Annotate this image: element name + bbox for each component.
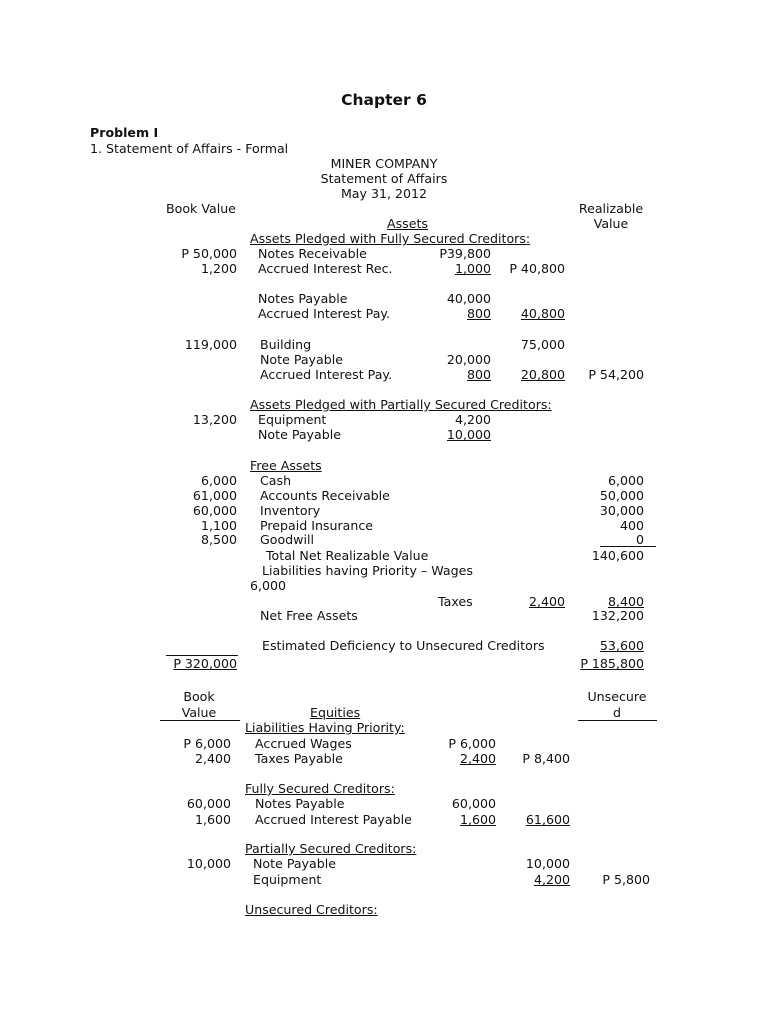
prepaid-book: 1,100 bbox=[200, 518, 237, 533]
accr-int-pay-amt: 800 bbox=[466, 306, 491, 321]
realizable-header-value: Value bbox=[593, 216, 629, 231]
notes-rec-book: P 50,000 bbox=[181, 246, 237, 261]
accr-wages-amt: P 6,000 bbox=[448, 736, 496, 751]
total-nrv-real: 140,600 bbox=[591, 548, 644, 563]
liab-priority-label: Liabilities having Priority – Wages bbox=[262, 563, 473, 578]
equipment-amt: 4,200 bbox=[454, 412, 491, 427]
cash-label: Cash bbox=[260, 473, 292, 488]
eq-unsecured-header-d: d bbox=[613, 705, 621, 720]
ps-note-book: 10,000 bbox=[186, 856, 231, 871]
bldg-accr-int-total: 20,800 bbox=[520, 367, 565, 382]
building-book: 119,000 bbox=[184, 337, 237, 352]
problem-label: Problem I bbox=[90, 125, 159, 140]
accr-int-rec-amt: 1,000 bbox=[454, 261, 491, 276]
equip-note-pay-label: Note Payable bbox=[258, 427, 341, 442]
eq-notes-pay-amt: 60,000 bbox=[451, 796, 496, 811]
eq-accr-int-label: Accrued Interest Payable bbox=[255, 812, 412, 827]
ar-real: 50,000 bbox=[599, 488, 644, 503]
inv-label: Inventory bbox=[260, 503, 321, 518]
equip-note-pay-amt: 10,000 bbox=[446, 427, 491, 442]
accr-int-pay-label: Accrued Interest Pay. bbox=[258, 306, 391, 321]
taxes-total: 8,400 bbox=[607, 594, 644, 609]
realizable-header: Realizable bbox=[578, 201, 644, 216]
eq-unsecured-header: Unsecure bbox=[587, 689, 647, 704]
building-label: Building bbox=[260, 337, 312, 352]
total-nrv-label: Total Net Realizable Value bbox=[266, 548, 429, 563]
total-book: P 320,000 bbox=[173, 656, 237, 671]
ps-note-total: 10,000 bbox=[525, 856, 570, 871]
net-free-real: 132,200 bbox=[591, 608, 644, 623]
bldg-note-pay-amt: 20,000 bbox=[446, 352, 491, 367]
eq-accr-int-total: 61,600 bbox=[525, 812, 570, 827]
inv-book: 60,000 bbox=[192, 503, 237, 518]
liab-priority-wages: 6,000 bbox=[250, 578, 287, 593]
priority-liab-title: Liabilities Having Priority: bbox=[245, 720, 405, 735]
book-value-header: Book Value bbox=[166, 201, 236, 216]
goodwill-label: Goodwill bbox=[260, 532, 314, 547]
taxes-amt: 2,400 bbox=[528, 594, 565, 609]
bldg-note-pay-label: Note Payable bbox=[260, 352, 343, 367]
eq-unsecured-header-rule bbox=[578, 720, 657, 721]
est-deficiency-label: Estimated Deficiency to Unsecured Creditors bbox=[262, 638, 545, 653]
ps-equip-total: 4,200 bbox=[533, 872, 570, 887]
fully-secured-assets-title: Assets Pledged with Fully Secured Creditors: bbox=[250, 231, 531, 246]
taxes-pay-amt: 2,400 bbox=[459, 751, 496, 766]
partially-secured-creditors-title: Partially Secured Creditors: bbox=[245, 841, 417, 856]
net-free-label: Net Free Assets bbox=[260, 608, 358, 623]
eq-book-header-rule bbox=[160, 720, 240, 721]
goodwill-real: 0 bbox=[635, 532, 644, 547]
assets-section-title: Assets bbox=[387, 216, 428, 231]
ps-note-label: Note Payable bbox=[253, 856, 336, 871]
accr-wages-label: Accrued Wages bbox=[255, 736, 352, 751]
goodwill-underline bbox=[600, 546, 656, 547]
taxes-pay-label: Taxes Payable bbox=[255, 751, 343, 766]
equipment-book: 13,200 bbox=[192, 412, 237, 427]
partially-secured-assets-title: Assets Pledged with Partially Secured Creditors: bbox=[250, 397, 552, 412]
eq-notes-pay-label: Notes Payable bbox=[255, 796, 345, 811]
bldg-accr-int-amt: 800 bbox=[466, 367, 491, 382]
equities-section-title: Equities bbox=[310, 705, 361, 720]
bldg-accr-int-label: Accrued Interest Pay. bbox=[260, 367, 393, 382]
free-assets-title: Free Assets bbox=[250, 458, 322, 473]
notes-pay-label: Notes Payable bbox=[258, 291, 348, 306]
prepaid-label: Prepaid Insurance bbox=[260, 518, 374, 533]
ar-label: Accounts Receivable bbox=[260, 488, 390, 503]
ps-unsecured: P 5,800 bbox=[602, 872, 650, 887]
cash-book: 6,000 bbox=[200, 473, 237, 488]
statement-date: May 31, 2012 bbox=[340, 186, 428, 201]
taxes-pay-total: P 8,400 bbox=[522, 751, 570, 766]
company-name: MINER COMPANY bbox=[330, 156, 438, 171]
eq-book-header: Book bbox=[183, 689, 215, 704]
accr-int-rec-book: 1,200 bbox=[200, 261, 237, 276]
ar-book: 61,000 bbox=[192, 488, 237, 503]
statement-title: Statement of Affairs bbox=[320, 171, 448, 186]
notes-rec-amt: P39,800 bbox=[439, 246, 491, 261]
accr-wages-book: P 6,000 bbox=[183, 736, 231, 751]
fully-secured-creditors-title: Fully Secured Creditors: bbox=[245, 781, 395, 796]
equipment-label: Equipment bbox=[258, 412, 327, 427]
accr-int-rec-label: Accrued Interest Rec. bbox=[258, 261, 393, 276]
eq-book-header-value: Value bbox=[181, 705, 217, 720]
eq-accr-int-book: 1,600 bbox=[194, 812, 231, 827]
bldg-realizable: P 54,200 bbox=[588, 367, 644, 382]
notes-rec-label: Notes Receivable bbox=[258, 246, 367, 261]
taxes-pay-book: 2,400 bbox=[194, 751, 231, 766]
accr-int-pay-total: 40,800 bbox=[520, 306, 565, 321]
item-label: 1. Statement of Affairs - Formal bbox=[90, 141, 289, 156]
cash-real: 6,000 bbox=[607, 473, 644, 488]
taxes-label: Taxes bbox=[438, 594, 473, 609]
unsecured-creditors-title: Unsecured Creditors: bbox=[245, 902, 378, 917]
est-deficiency-real: 53,600 bbox=[599, 638, 644, 653]
page-title: Chapter 6 bbox=[341, 91, 427, 109]
building-amt: 75,000 bbox=[520, 337, 565, 352]
eq-notes-pay-book: 60,000 bbox=[186, 796, 231, 811]
notes-pay-amt: 40,000 bbox=[446, 291, 491, 306]
goodwill-book: 8,500 bbox=[200, 532, 237, 547]
ps-equip-label: Equipment bbox=[253, 872, 322, 887]
accr-int-rec-total: P 40,800 bbox=[509, 261, 565, 276]
eq-accr-int-amt: 1,600 bbox=[459, 812, 496, 827]
inv-real: 30,000 bbox=[599, 503, 644, 518]
total-real: P 185,800 bbox=[580, 656, 644, 671]
prepaid-real: 400 bbox=[619, 518, 644, 533]
